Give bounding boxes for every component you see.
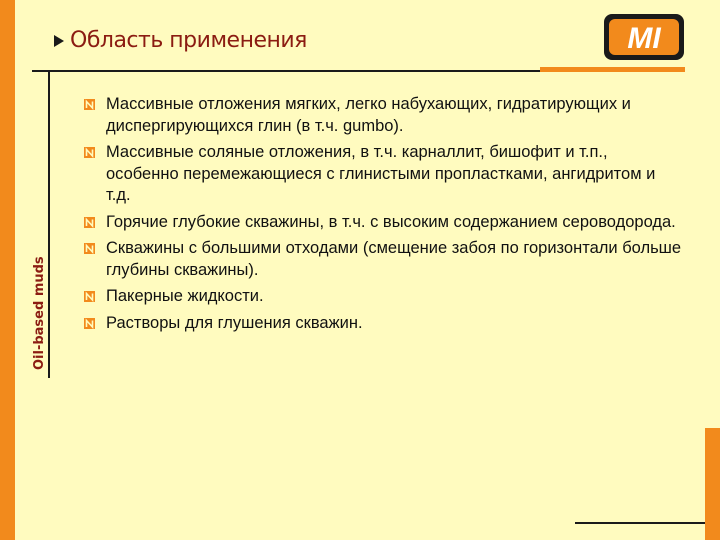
- side-label: Oil-based muds: [32, 256, 47, 370]
- bullet-text: Массивные соляные отложения, в т.ч. карналлит, бишофит и т.п., особенно перемежающиеся с глинистыми пропластками, ангидритом и т.д.: [106, 143, 656, 204]
- bullet-icon: [84, 291, 95, 302]
- bullet-text: Массивные отложения мягких, легко набухающих, гидратирующих и диспергирующихся глин (в т.ч. gumbo).: [106, 95, 631, 135]
- list-item: [84, 238, 684, 281]
- right-accent-bar: [705, 428, 720, 540]
- left-divider-line: [48, 72, 50, 378]
- bullet-list: [84, 94, 684, 339]
- bullet-icon: [84, 217, 95, 228]
- list-item: [84, 94, 684, 137]
- list-item: [84, 286, 684, 308]
- title-arrow-icon: [54, 35, 64, 47]
- logo-text: MI: [627, 22, 661, 55]
- bullet-icon: [84, 243, 95, 254]
- bullet-icon: [84, 318, 95, 329]
- bullet-text: Горячие глубокие скважины, в т.ч. с высоким содержанием сероводорода.: [106, 212, 676, 231]
- list-item: [84, 142, 684, 207]
- left-accent-bar: [0, 0, 15, 540]
- bottom-rule: [575, 522, 705, 524]
- list-item: [84, 212, 684, 234]
- bullet-text: Растворы для глушения скважин.: [106, 313, 363, 332]
- bullet-text: Пакерные жидкости.: [106, 287, 264, 305]
- slide-title: Область применения: [70, 28, 307, 53]
- header-accent-rule: [540, 67, 685, 72]
- mi-logo: [604, 14, 684, 60]
- bullet-icon: [84, 147, 95, 158]
- bullet-text: Скважины с большими отходами (смещение забоя по горизонтали больше глубины скважины).: [106, 239, 682, 279]
- list-item: [84, 313, 684, 335]
- bullet-icon: [84, 99, 95, 110]
